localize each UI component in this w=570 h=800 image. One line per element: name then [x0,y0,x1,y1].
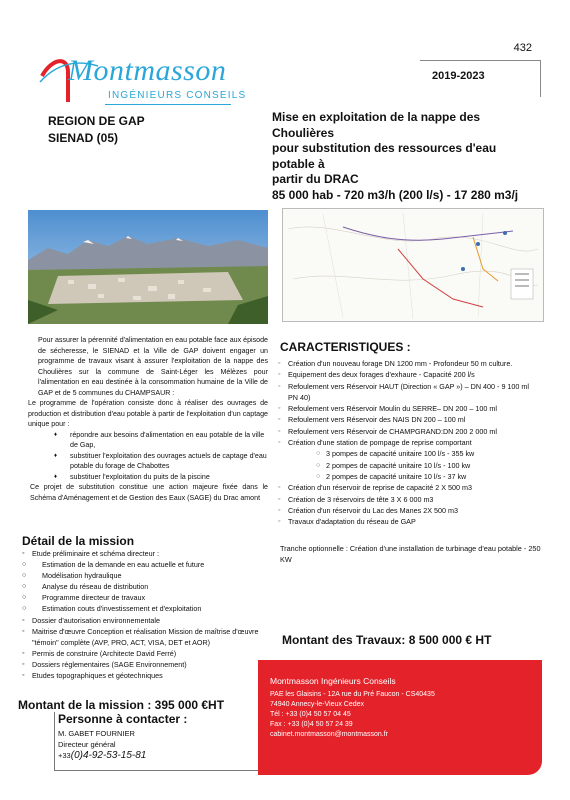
intro-paragraph-3: Ce projet de substitution constitue une action majeure fixée dans le Schéma d'Aménagement et de Gestion des Eaux (SAGE) du Drac amont [30,483,268,502]
logo-underline [105,104,231,105]
project-map [282,208,544,322]
characteristic-subitem: ○ 2 pompes de capacité unitaire 10 l/s - 100 kw [278,460,540,471]
company-fax: Fax : +33 (0)4 50 57 24 39 [270,721,353,728]
intro-paragraph-1: Pour assurer la pérennité d'alimentation en eau potable face aux épisode de sécheresse, le SIENAD et la Ville de GAP doivent engager un programme de travaux visant à assurer l'exploitation de la nappe des Choulières sur la commune de Saint-Léger les Mélèzes pour l'alimentation en eau destinée à la consommation humaine de la Ville de GAP et de 5 communes du CHAMPSAUR : [38,336,268,397]
characteristic-subitem: ○ 3 pompes de capacité unitaire 100 l/s - 355 kw [278,448,540,459]
characteristic-item: ◦ Refoulement vers Réservoir de CHAMPGRAND:DN 200 2 000 ml [278,426,540,437]
characteristic-item: ◦ Refoulement vers Réservoir HAUT (Direction « GAP ») – DN 400 - 9 100 ml PN 40) [278,381,540,404]
characteristic-item: ◦ Création de 3 réservoirs de tête 3 X 6 000 m3 [278,494,540,505]
detail-item: ◦ Etude préliminaire et schéma directeur : [22,548,272,559]
contact-role: Directeur général [58,740,116,749]
client-name: SIENAD (05) [48,131,119,145]
contact-heading: Personne à contacter : [58,712,188,726]
intro-text [28,335,268,503]
characteristic-item: ◦ Refoulement vers Réservoir des NAIS DN 200 – 100 ml [278,414,540,425]
characteristic-item: ◦ Travaux d'adaptation du réseau de GAP [278,516,540,527]
intro-bullet: ♦ substituer l'exploitation des ouvrages actuels de captage d'eau potable du forage de Chabottes [56,451,268,472]
detail-item: ◦ Etudes topographiques et géotechniques [22,670,272,681]
detail-heading: Détail de la mission [22,534,135,548]
contact-details [58,728,146,761]
characteristic-subitem: ○ 2 pompes de capacité unitaire 10 l/s - 37 kw [278,471,540,482]
optional-tranche: Tranche optionnelle : Création d'une installation de turbinage d'eau potable - 250 KW [280,544,541,564]
title-line-1: Mise en exploitation de la nappe des Choulières [272,110,481,140]
company-address [270,690,435,740]
detail-item: ○ Programme directeur de travaux [22,592,272,603]
characteristic-item: ◦ Création d'un réservoir du Lac des Manes 2X 500 m3 [278,505,540,516]
title-line-4: 85 000 hab - 720 m3/h (200 l/s) - 17 280 m3/j [272,187,519,202]
period: 2019-2023 [432,70,485,82]
title-line-2: pour substitution des ressources d'eau potable à [272,141,497,171]
detail-list [22,548,272,681]
intro-bullet-list [28,430,268,483]
logo-wordmark: Montmasson [68,54,227,87]
intro-bullet: ♦ répondre aux besoins d'alimentation en eau potable de la ville de Gap, [56,430,268,451]
characteristic-item: ◦ Création d'une station de pompage de reprise comportant [278,437,540,448]
mission-amount: Montant de la mission : 395 000 €HT [18,698,225,712]
contact-phone: (0)4-92-53-15-81 [70,750,147,761]
company-name: Montmasson Ingénieurs Conseils [270,676,396,686]
detail-item: ○ Modélisation hydraulique [22,570,272,581]
address-line-2: 74940 Annecy-le-Vieux Cedex [270,701,365,708]
company-email: cabinet.montmasson@montmasson.fr [270,731,388,738]
address-line-1: PAE les Glaisins - 12A rue du Pré Faucon - CS40435 [270,691,435,698]
detail-item: ◦ Dossier d'autorisation environnementale [22,615,272,626]
logo-tagline: INGÉNIEURS CONSEILS [108,90,247,101]
works-amount: Montant des Travaux: 8 500 000 € HT [282,633,492,647]
characteristics-list [278,358,540,527]
company-phone: Tél : +33 (0)4 50 57 04 45 [270,711,351,718]
characteristic-item: ◦ Création d'un réservoir de reprise de capacité 2 X 500 m3 [278,482,540,493]
region-name: REGION DE GAP [48,114,145,128]
detail-item: ○ Estimation de la demande en eau actuelle et future [22,559,272,570]
project-title [272,110,542,203]
detail-item: ◦ Maitrise d'œuvre Conception et réalisation Mission de maîtrise d'œuvre "témoin" complète (AVP, PRO, ACT, VISA, DET et AOR) [22,626,272,648]
detail-item: ◦ Permis de construire (Architecte David Ferré) [22,648,272,659]
contact-phone-prefix: +33 [58,751,71,760]
characteristic-item: ◦ Equipement des deux forages d'exhaure - Capacité 200 l/s [278,369,540,380]
page-number: 432 [513,42,532,54]
characteristic-item: ◦ Refoulement vers Réservoir Moulin du SERRE– DN 200 – 100 ml [278,403,540,414]
gap-city-photo [28,210,268,324]
characteristics-heading: CARACTERISTIQUES : [280,340,411,354]
intro-paragraph-2: Le programme de l'opération consiste donc à réaliser des ouvrages de production et distribution d'eau potable à partir de l'exploitation d'un captage unique pour : [28,399,268,428]
detail-item: ○ Analyse du réseau de distribution [22,581,272,592]
region-block [48,113,145,147]
detail-item: ○ Estimation couts d'investissement et d'exploitation [22,603,272,614]
detail-item: ◦ Dossiers réglementaires (SAGE Environnement) [22,659,272,670]
contact-phone-line [58,750,146,761]
intro-bullet: ♦ substituer l'exploitation du puits de la piscine [56,472,268,483]
characteristic-item: ◦ Création d'un nouveau forage DN 1200 mm - Profondeur 50 m culture. [278,358,540,369]
title-line-3: partir du DRAC [272,172,359,186]
contact-name: M. GABET FOURNIER [58,729,135,738]
